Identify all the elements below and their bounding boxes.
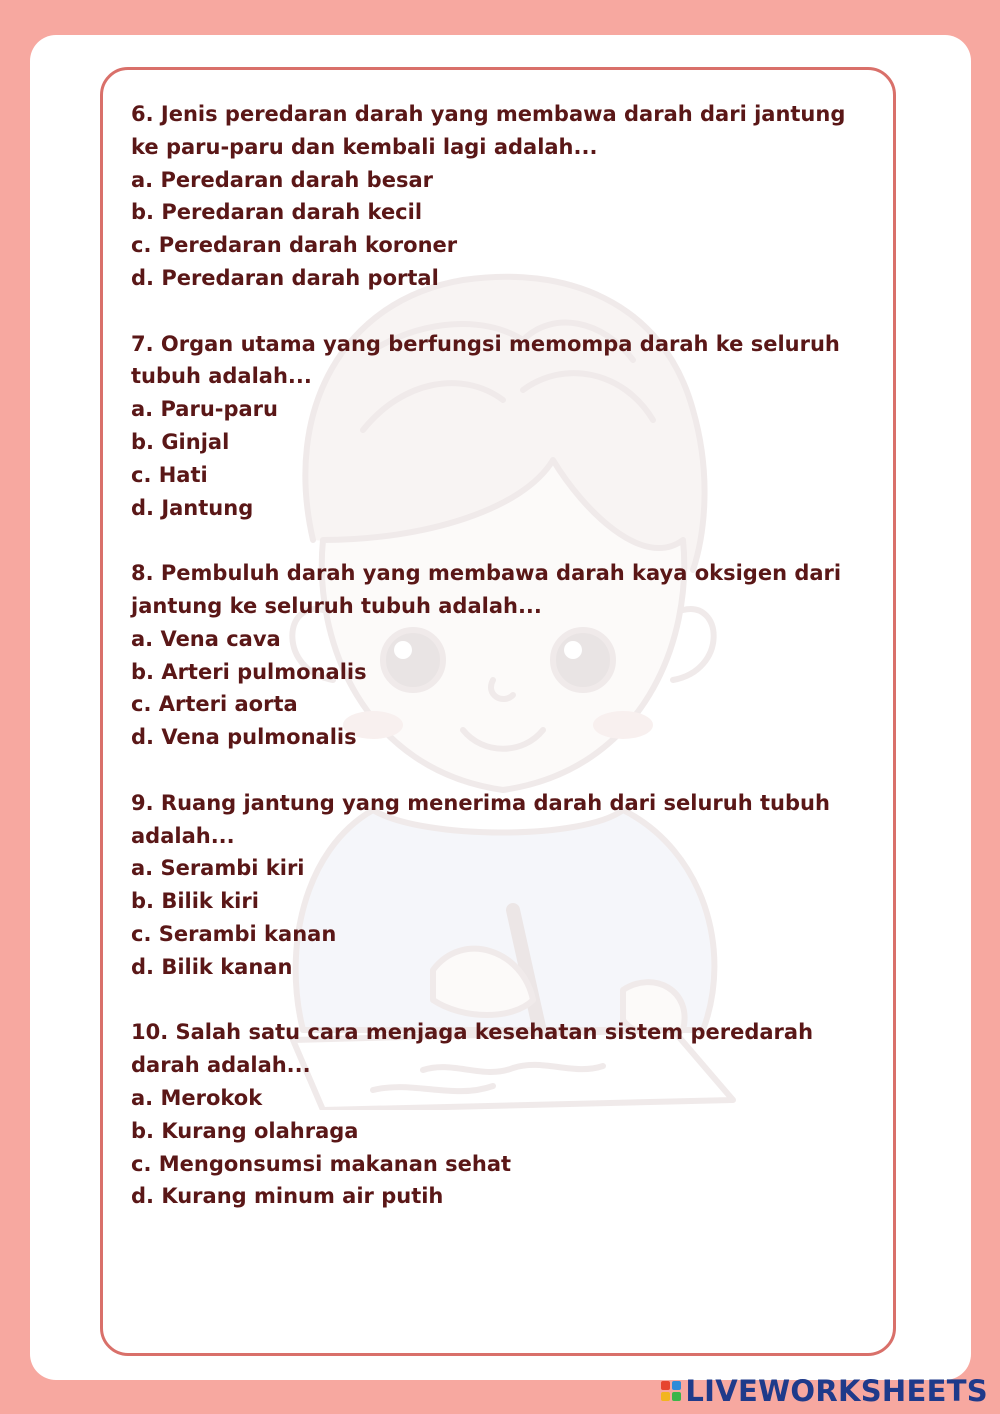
liveworksheets-logo-icon [661, 1381, 681, 1401]
option-a[interactable]: a. Vena cava [131, 626, 281, 651]
option-c[interactable]: c. Mengonsumsi makanan sehat [131, 1151, 512, 1176]
worksheet-page [30, 35, 971, 1380]
option-d[interactable]: d. Bilik kanan [131, 954, 293, 979]
option-b[interactable]: b. Kurang olahraga [131, 1118, 359, 1143]
question-7 [131, 328, 873, 525]
option-a[interactable]: a. Serambi kiri [131, 856, 305, 881]
option-c[interactable]: c. Peredaran darah koroner [131, 233, 458, 258]
option-c[interactable]: c. Hati [131, 462, 208, 487]
option-a[interactable]: a. Paru-paru [131, 397, 278, 422]
option-b[interactable]: b. Peredaran darah kecil [131, 200, 423, 225]
question-10 [131, 1016, 873, 1213]
question-text: 9. Ruang jantung yang menerima darah dari seluruh tubuh adalah... [131, 790, 830, 848]
option-d[interactable]: d. Jantung [131, 495, 254, 520]
option-b[interactable]: b. Bilik kiri [131, 889, 259, 914]
option-d[interactable]: d. Peredaran darah portal [131, 265, 439, 290]
question-text: 7. Organ utama yang berfungsi memompa darah ke seluruh tubuh adalah... [131, 331, 840, 389]
option-c[interactable]: c. Arteri aorta [131, 692, 298, 717]
option-a[interactable]: a. Peredaran darah besar [131, 167, 433, 192]
brand-name: LIVEWORKSHEETS [685, 1374, 988, 1408]
option-a[interactable]: a. Merokok [131, 1085, 263, 1110]
option-d[interactable]: d. Vena pulmonalis [131, 725, 357, 750]
question-text: 8. Pembuluh darah yang membawa darah kaya oksigen dari jantung ke seluruh tubuh adalah... [131, 561, 842, 618]
question-text: 6. Jenis peredaran darah yang membawa darah dari jantung ke paru-paru dan kembali lagi adalah... [131, 102, 846, 159]
question-9 [131, 787, 873, 984]
option-c[interactable]: c. Serambi kanan [131, 921, 337, 946]
option-b[interactable]: b. Arteri pulmonalis [131, 659, 367, 684]
question-6 [131, 98, 873, 295]
option-b[interactable]: b. Ginjal [131, 429, 230, 454]
content-frame [100, 67, 896, 1356]
question-text: 10. Salah satu cara menjaga kesehatan sistem peredarah darah adalah... [131, 1020, 814, 1078]
question-list [103, 70, 893, 1213]
option-d[interactable]: d. Kurang minum air putih [131, 1184, 444, 1209]
question-8 [131, 557, 873, 754]
liveworksheets-brand[interactable] [661, 1374, 988, 1408]
